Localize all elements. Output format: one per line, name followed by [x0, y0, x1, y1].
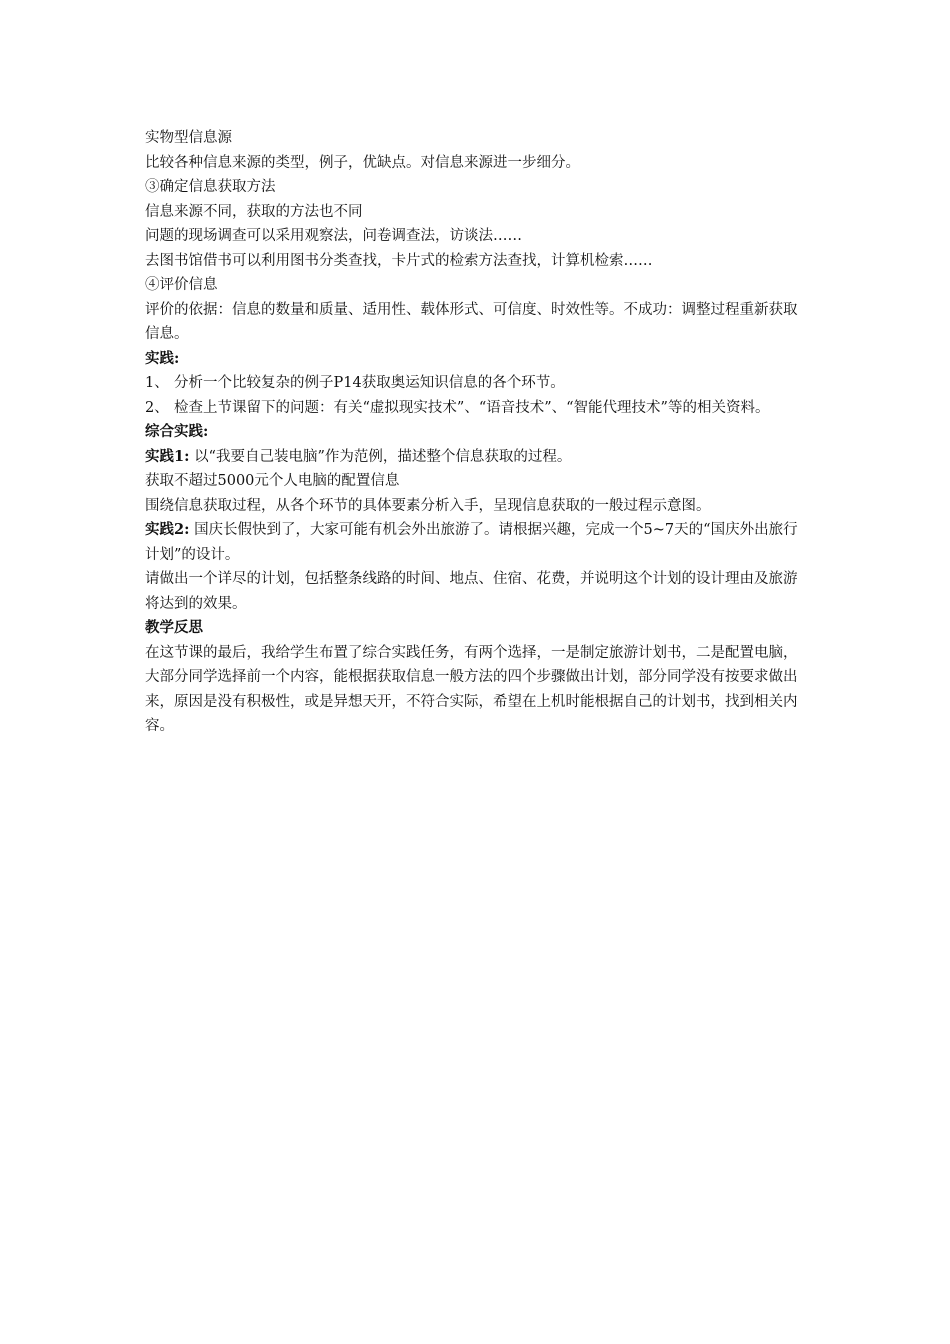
practice-1-text: 以“我要自己装电脑”作为范例，描述整个信息获取的过程。: [194, 448, 572, 465]
document-page: [145, 126, 807, 739]
text-line: 围绕信息获取过程，从各个环节的具体要素分析入手，呈现信息获取的一般过程示意图。: [145, 497, 711, 514]
reflection-text: 在这节课的最后，我给学生布置了综合实践任务，有两个选择，一是制定旅游计划书，二是配置电脑，大部分同学选择前一个内容，能根据获取信息一般方法的四个步骤做出计划，部分同学没有按要求做出来，原因是没有积极性，或是异想天开，不符合实际，希望在上机时能根据自己的计划书，找到相关内容。: [145, 644, 798, 734]
text-line: ③确定信息获取方法: [145, 179, 276, 195]
list-text: 检查上节课留下的问题：有关“虚拟现实技术”、“语音技术”、“智能代理技术”等的相关资料。: [174, 399, 770, 416]
practice-2-label: 实践2:: [145, 521, 190, 538]
reflection-heading: 教学反思: [145, 619, 203, 636]
text-line: 比较各种信息来源的类型，例子，优缺点。对信息来源进一步细分。: [145, 154, 580, 171]
text-line: 实物型信息源: [145, 130, 232, 146]
list-item: [145, 371, 807, 396]
list-text: 分析一个比较复杂的例子P14获取奥运知识信息的各个环节。: [174, 375, 565, 391]
text-line: 信息来源不同，获取的方法也不同: [145, 203, 363, 220]
list-item: [145, 396, 807, 421]
practice-2-text: 国庆长假快到了，大家可能有机会外出旅游了。请根据兴趣，完成一个5~7天的“国庆外出旅行计划”的设计。: [145, 522, 798, 563]
text-paragraph: 请做出一个详尽的计划，包括整条线路的时间、地点、住宿、花费，并说明这个计划的设计理由及旅游将达到的效果。: [145, 571, 798, 612]
list-number: 2、: [145, 399, 169, 416]
text-line: 问题的现场调查可以采用观察法，问卷调查法，访谈法……: [145, 228, 522, 244]
text-line: 获取不超过5000元个人电脑的配置信息: [145, 473, 400, 489]
practice-1-paragraph: [145, 445, 807, 470]
text-line: ④评价信息: [145, 277, 218, 293]
practice-heading: 实践:: [145, 349, 180, 367]
list-number: 1、: [145, 375, 169, 391]
comprehensive-heading: 综合实践:: [145, 423, 209, 440]
practice-2-paragraph: [145, 518, 807, 567]
text-paragraph: 评价的依据：信息的数量和质量、适用性、载体形式、可信度、时效性等。不成功：调整过程重新获取信息。: [145, 301, 798, 342]
text-line: 去图书馆借书可以利用图书分类查找，卡片式的检索方法查找，计算机检索……: [145, 252, 653, 269]
practice-1-label: 实践1:: [145, 447, 190, 465]
